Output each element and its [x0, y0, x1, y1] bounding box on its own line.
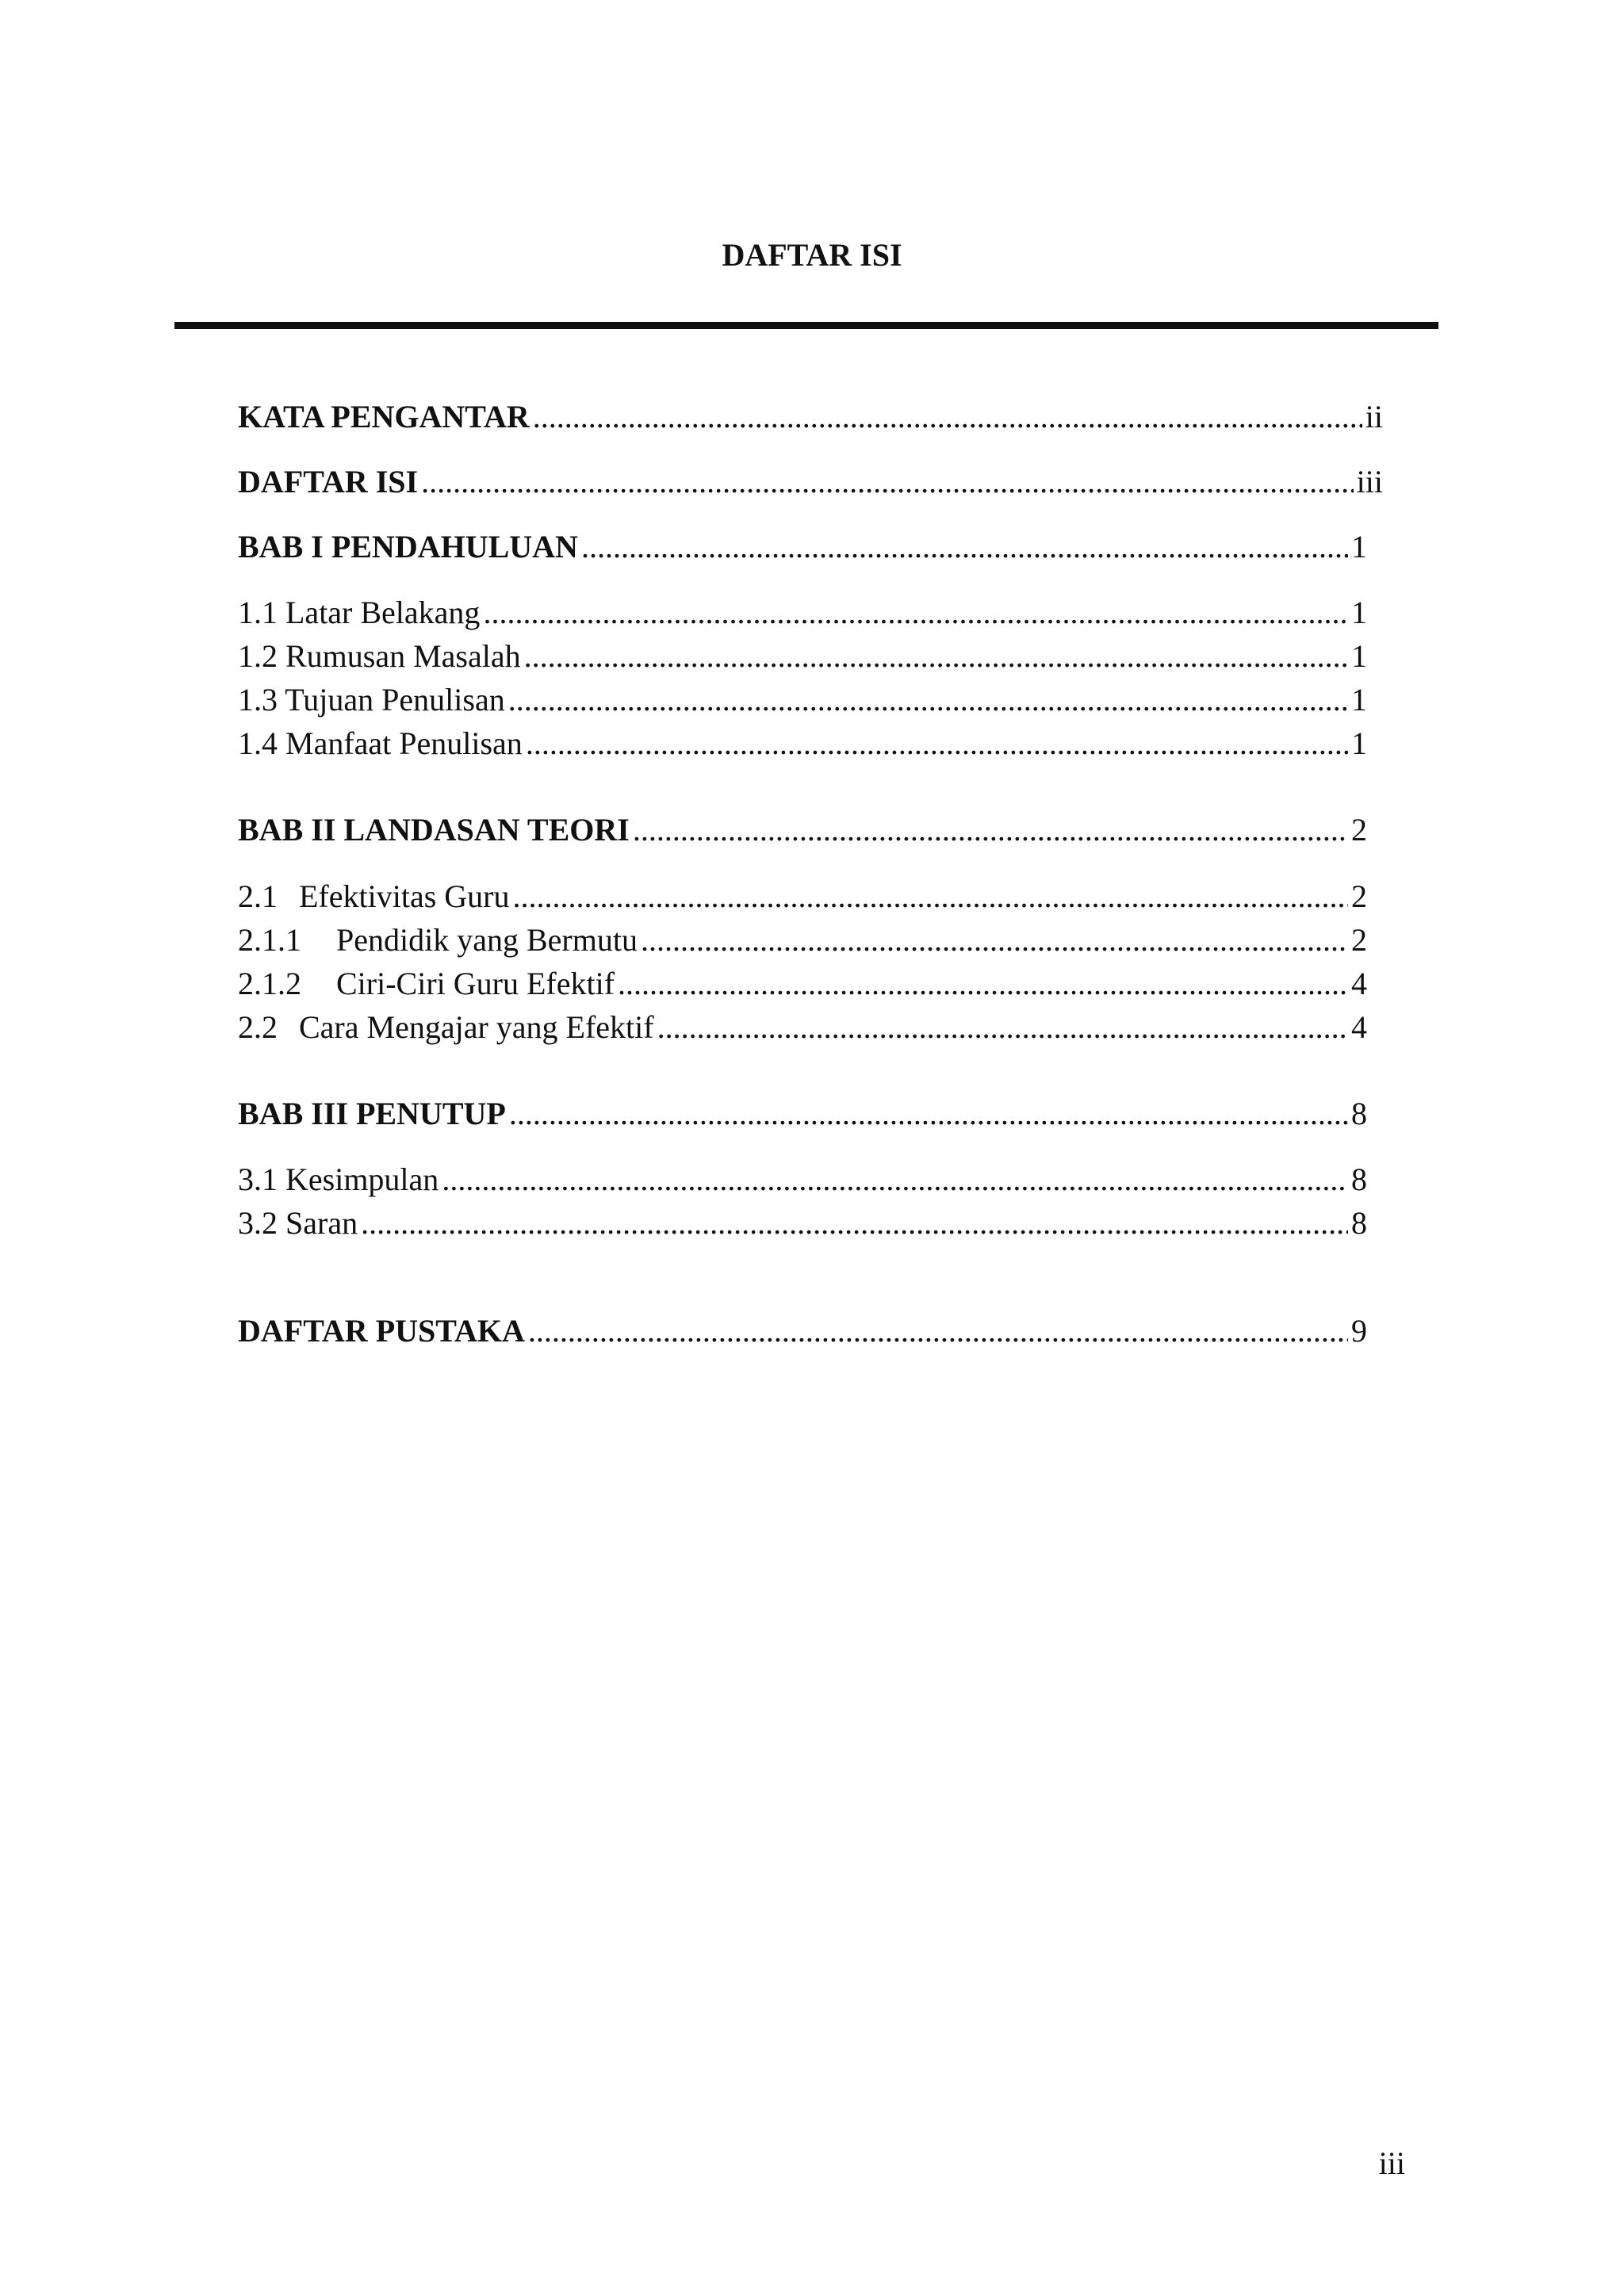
- toc-leader-dots: [526, 724, 1348, 763]
- toc-entry-page: ii: [1365, 399, 1383, 434]
- toc-entry-1-4[interactable]: [238, 724, 1367, 763]
- toc-entry-2-1[interactable]: [238, 877, 1367, 916]
- toc-entry-page: 1: [1351, 638, 1367, 674]
- toc-entry-label: [238, 920, 638, 960]
- toc-leader-dots: [509, 1094, 1348, 1134]
- toc-entry-2-2[interactable]: [238, 1008, 1367, 1047]
- toc-entry-number: 2.2: [238, 1009, 278, 1045]
- toc-entry-label: 1.3 Tujuan Penulisan: [238, 682, 505, 718]
- toc-entry-title: Ciri-Ciri Guru Efektif: [336, 966, 615, 1001]
- toc-entry-label: 1.2 Rumusan Masalah: [238, 638, 521, 674]
- toc-entry-label: 3.1 Kesimpulan: [238, 1161, 439, 1197]
- toc-entry-page: 2: [1351, 812, 1367, 848]
- toc-entry-label: DAFTAR PUSTAKA: [238, 1313, 525, 1349]
- toc-entry-label: [238, 1008, 654, 1047]
- toc-entry-1-1[interactable]: [238, 593, 1367, 633]
- toc-entry-page: 2: [1351, 878, 1367, 914]
- toc-leader-dots: [581, 527, 1348, 567]
- toc-entry-page: 1: [1351, 529, 1367, 564]
- toc-entry-daftar-isi[interactable]: [238, 462, 1383, 502]
- toc-entry-number: 2.1.2: [238, 966, 301, 1001]
- toc-entry-page: 4: [1351, 1009, 1367, 1045]
- toc-entry-title: Cara Mengajar yang Efektif: [299, 1009, 654, 1045]
- toc-entry-page: 1: [1351, 595, 1367, 630]
- toc-entry-label: BAB II LANDASAN TEORI: [238, 812, 630, 848]
- toc-entry-label: 1.1 Latar Belakang: [238, 595, 481, 630]
- toc-entry-page: 4: [1351, 966, 1367, 1001]
- toc-entry-1-3[interactable]: [238, 680, 1367, 720]
- toc-leader-dots: [524, 637, 1348, 676]
- toc-leader-dots: [528, 1311, 1348, 1351]
- toc-leader-dots: [513, 877, 1349, 916]
- toc-entry-page: 1: [1351, 682, 1367, 718]
- toc-entry-label: 1.4 Manfaat Penulisan: [238, 725, 523, 761]
- toc-entry-page: 8: [1351, 1161, 1367, 1197]
- toc-entry-3-1[interactable]: [238, 1160, 1367, 1200]
- toc-entry-page: 8: [1351, 1096, 1367, 1131]
- toc-entry-label: [238, 877, 510, 916]
- toc-entry-kata-pengantar[interactable]: [238, 397, 1383, 437]
- toc-entry-bab-i[interactable]: [238, 527, 1367, 567]
- toc-entry-bab-iii[interactable]: [238, 1094, 1367, 1134]
- toc-entry-page: iii: [1356, 464, 1383, 499]
- toc-entry-label: BAB III PENUTUP: [238, 1096, 506, 1131]
- toc-entry-title: Pendidik yang Bermutu: [336, 922, 638, 958]
- toc-entry-2-1-1[interactable]: [238, 920, 1367, 960]
- toc-leader-dots: [533, 397, 1362, 437]
- title-underline: [174, 322, 1438, 329]
- toc-leader-dots: [361, 1203, 1348, 1243]
- toc-entry-page: 9: [1351, 1313, 1367, 1349]
- toc-entry-number: 2.1.1: [238, 922, 301, 958]
- toc-leader-dots: [633, 810, 1348, 850]
- toc-entry-title: Efektivitas Guru: [299, 878, 510, 914]
- toc-entry-label: 3.2 Saran: [238, 1205, 358, 1241]
- toc-leader-dots: [641, 920, 1348, 960]
- toc-entry-2-1-2[interactable]: [238, 964, 1367, 1004]
- toc-entry-number: 2.1: [238, 878, 278, 914]
- toc-entry-daftar-pustaka[interactable]: [238, 1311, 1367, 1351]
- page-number: iii: [1378, 2145, 1405, 2181]
- toc-entry-1-2[interactable]: [238, 637, 1367, 676]
- toc-entry-label: BAB I PENDAHULUAN: [238, 529, 578, 564]
- toc-leader-dots: [508, 680, 1348, 720]
- page-title: DAFTAR ISI: [722, 237, 902, 273]
- toc-entry-label: KATA PENGANTAR: [238, 399, 530, 434]
- toc-leader-dots: [442, 1160, 1348, 1200]
- toc-entry-3-2[interactable]: [238, 1203, 1367, 1243]
- toc-leader-dots: [421, 462, 1354, 502]
- toc-leader-dots: [657, 1008, 1348, 1047]
- toc-leader-dots: [618, 964, 1348, 1004]
- toc-entry-label: DAFTAR ISI: [238, 464, 419, 499]
- toc-entry-page: 8: [1351, 1205, 1367, 1241]
- toc-entry-page: 1: [1351, 725, 1367, 761]
- toc-entry-page: 2: [1351, 922, 1367, 958]
- toc-leader-dots: [483, 593, 1348, 633]
- toc-entry-label: [238, 964, 615, 1004]
- toc-entry-bab-ii[interactable]: [238, 810, 1367, 850]
